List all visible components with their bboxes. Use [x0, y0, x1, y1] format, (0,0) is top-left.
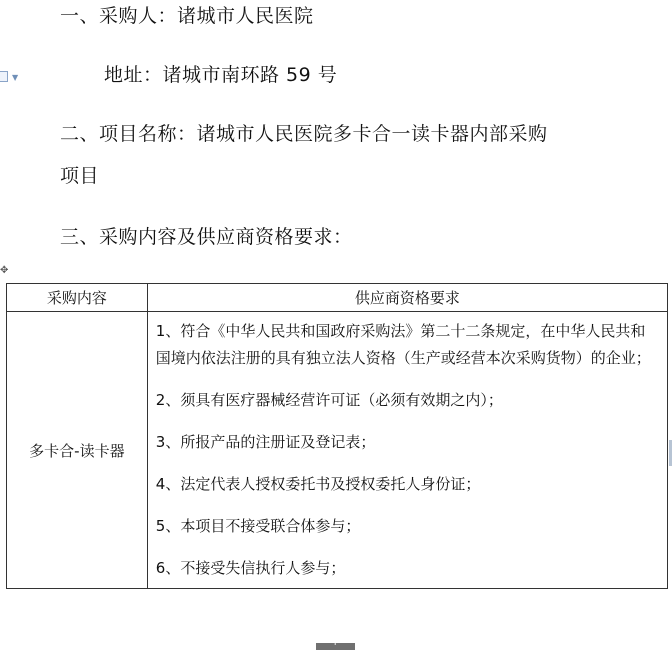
requirement-1: 1、符合《中华人民共和国政府采购法》第二十二条规定，在中华人民共和国境内依法注册的具有独立法人资格（生产或经营本次采购货物）的企业； [155, 322, 651, 367]
project-name-continuation: 项目 [60, 165, 100, 187]
table-header-row [7, 284, 668, 312]
plus-icon: + [331, 637, 340, 648]
requirement-5: 5、本项目不接受联合体参与； [155, 517, 361, 535]
document-icon [0, 71, 8, 82]
requirement-2: 2、须具有医疗器械经营许可证（必须有效期之内）； [155, 391, 503, 409]
purchaser-line: 一、采购人：诸城市人民医院 [60, 5, 314, 27]
project-name-line: 二、项目名称：诸城市人民医院多卡合一读卡器内部采购 [60, 123, 548, 145]
table-move-handle-icon[interactable]: ✥ [0, 265, 9, 276]
section-three-heading: 三、采购内容及供应商资格要求： [60, 226, 353, 248]
add-row-button[interactable] [316, 637, 355, 650]
procurement-table [6, 283, 668, 589]
requirement-6: 6、不接受失信执行人参与； [155, 559, 346, 577]
item-cell: 多卡合-读卡器 [7, 312, 148, 589]
header-procurement-content: 采购内容 [7, 284, 148, 312]
requirement-3: 3、所报产品的注册证及登记表； [155, 433, 376, 451]
requirement-4: 4、法定代表人授权委托书及授权委托人身份证； [155, 475, 481, 493]
table-row [7, 312, 668, 589]
dropdown-arrow-icon: ▼ [12, 73, 19, 82]
address-line: 地址：诸城市南环路 59 号 [104, 64, 338, 86]
requirements-cell [147, 312, 667, 589]
header-supplier-requirements: 供应商资格要求 [147, 284, 667, 312]
margin-document-icon[interactable] [0, 70, 20, 84]
